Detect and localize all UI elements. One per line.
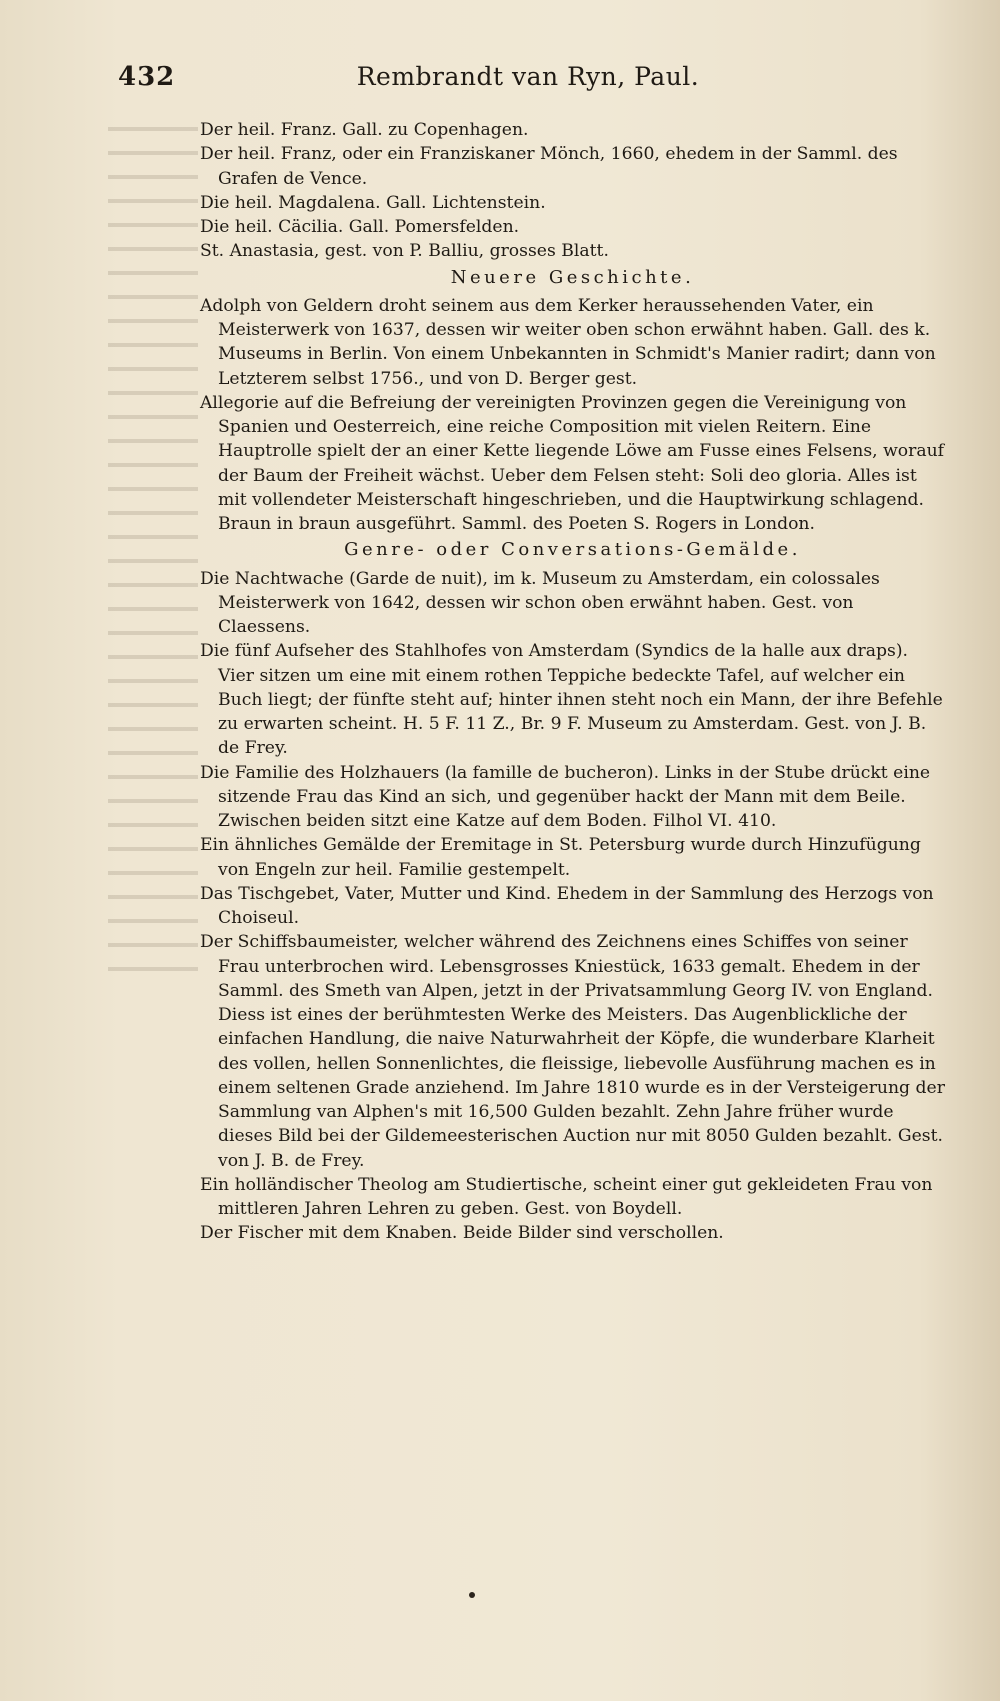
entry-theolog: Ein holländischer Theolog am Studiertische, scheint einer gut gekleideten Frau von mittleren Jahren Lehren zu geben. Gest. von Boydell.	[200, 1174, 933, 1219]
running-title: Rembrandt van Ryn, Paul.	[356, 62, 700, 91]
entry-fischer: Der Fischer mit dem Knaben. Beide Bilder sind verschollen.	[200, 1223, 724, 1244]
entry-adolph-von-geldern: Adolph von Geldern droht seinem aus dem Kerker heraussehenden Vater, ein Meisterwerk von 1637, dessen wir weiter oben schon erwähnt haben. Gall. des k. Museums in Berlin. Von einem Unbekannten in Schmidt's Manier radirt; dann von Letzterem selbst 1756., und von D. Berger gest.	[200, 295, 936, 389]
body-text	[200, 118, 945, 1246]
entry-caecilia: Die heil. Cäcilia. Gall. Pomersfelden.	[200, 217, 520, 237]
heading-neuere-geschichte: Neuere Geschichte.	[450, 266, 695, 288]
entry-eremitage: Ein ähnliches Gemälde der Eremitage in St. Petersburg wurde durch Hinzufügung von Engeln zur heil. Familie gestempelt.	[200, 835, 921, 880]
entry-franz-moench: Der heil. Franz, oder ein Franziskaner Mönch, 1660, ehedem in der Samml. des Grafen de Vence.	[200, 144, 898, 189]
entry-franz-copenhagen: Der heil. Franz. Gall. zu Copenhagen.	[200, 120, 529, 140]
page-number: 432	[118, 62, 176, 92]
entry-nachtwache: Die Nachtwache (Garde de nuit), im k. Museum zu Amsterdam, ein colossales Meisterwerk von 1642, dessen wir schon oben erwähnt haben. Gest. von Claessens.	[200, 568, 880, 637]
page-header	[118, 62, 938, 102]
entry-schiffsbaumeister: Der Schiffsbaumeister, welcher während des Zeichnens eines Schiffes von seiner Frau unterbrochen wird. Lebensgrosses Kniestück, 1633 gemalt. Ehedem in der Samml. des Smeth van Alpen, jetzt in der Privatsammlung Georg IV. von England. Diess ist eines der berühmtesten Werke des Meisters. Das Augenblickliche der einfachen Handlung, die naive Naturwahrheit der Köpfe, die wunderbare Klarheit des vollen, hellen Sonnenlichtes, die fleissige, liebevolle Ausführung machen es in einem seltenen Grade anziehend. Im Jahre 1810 wurde es in der Versteigerung der Sammlung van Alphen's mit 16,500 Gulden bezahlt. Zehn Jahre früher wurde dieses Bild bei der Gildemeesterischen Auction nur mit 8050 Gulden bezahlt. Gest. von J. B. de Frey.	[200, 932, 945, 1171]
entry-anastasia: St. Anastasia, gest. von P. Balliu, grosses Blatt.	[200, 241, 609, 262]
entry-allegorie: Allegorie auf die Befreiung der vereinigten Provinzen gegen die Vereinigung von Spanien und Oesterreich, eine reiche Composition mit vielen Reitern. Eine Hauptrolle spielt der an einer Kette liegende Löwe am Fusse eines Felsens, worauf der Baum der Freiheit wächst. Ueber dem Felsen steht: Soli deo gloria. Alles ist mit vollendeter Meisterschaft hingeschrieben, und die Hauptwirkung schlagend. Braun in braun ausgeführt. Samml. des Poeten S. Rogers in London.	[200, 392, 945, 534]
footer-dot-mark	[469, 1592, 475, 1598]
entry-magdalena: Die heil. Magdalena. Gall. Lichtenstein.	[200, 192, 546, 213]
heading-genre-gemaelde: Genre- oder Conversations-Gemälde.	[344, 539, 801, 561]
entry-familie-holzhauer: Die Familie des Holzhauers (la famille de bucheron). Links in der Stube drückt eine sitzende Frau das Kind an sich, und gegenüber hackt der Mann mit dem Beile. Zwischen beiden sitzt eine Katze auf dem Boden. Filhol VI. 410.	[200, 762, 931, 831]
bleed-through-marks	[108, 118, 198, 978]
entry-staalmeesters: Die fünf Aufseher des Stahlhofes von Amsterdam (Syndics de la halle aux draps). Vier sitzen um eine mit einem rothen Teppiche bedeckte Tafel, auf welcher ein Buch liegt; der fünfte steht auf; hinter ihnen steht noch ein Mann, der ihre Befehle zu erwarten scheint. H. 5 F. 11 Z., Br. 9 F. Museum zu Amsterdam. Gest. von J. B. de Frey.	[200, 641, 943, 759]
entry-tischgebet: Das Tischgebet, Vater, Mutter und Kind. Ehedem in der Sammlung des Herzogs von Choiseul.	[200, 883, 934, 928]
